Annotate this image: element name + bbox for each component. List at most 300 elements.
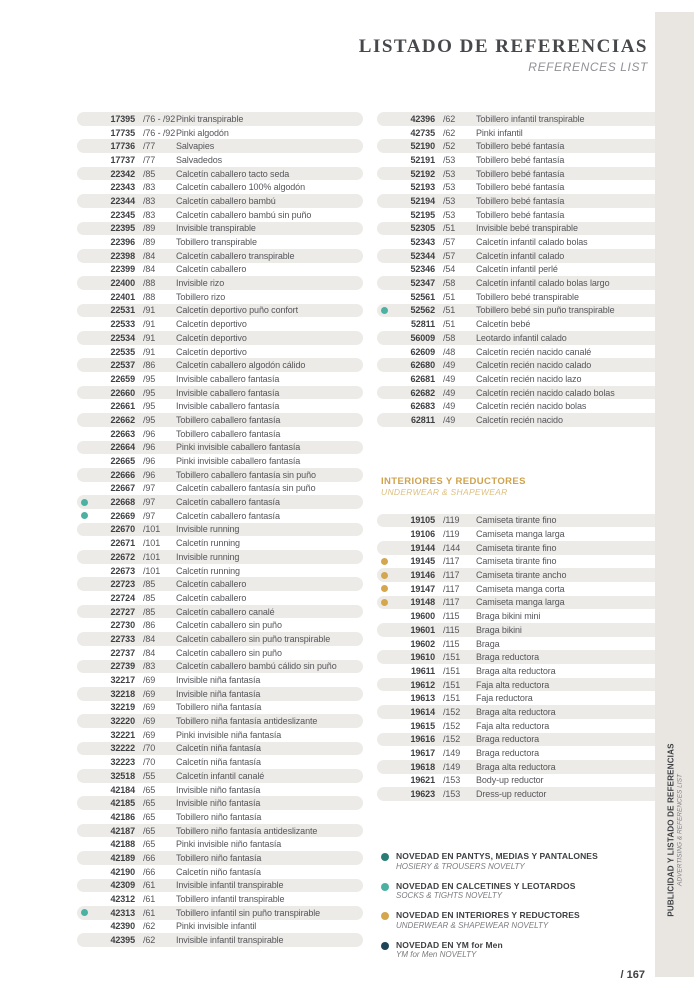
reference-row [77, 399, 363, 413]
reference-description: Braga [476, 638, 500, 649]
reference-number: 22537 [110, 360, 135, 371]
reference-size: /69 [143, 729, 156, 740]
reference-description: Calcetín recién nacido bolas [476, 401, 587, 412]
reference-number: 52305 [410, 223, 435, 234]
reference-size: /151 [443, 693, 461, 704]
reference-size: /151 [443, 665, 461, 676]
reference-row [77, 495, 363, 509]
reference-number: 22673 [110, 565, 135, 576]
reference-size: /88 [143, 278, 156, 289]
reference-number: 17735 [110, 127, 135, 138]
reference-description: Pinki invisible niño fantasía [176, 839, 282, 850]
reference-number: 19146 [410, 570, 435, 581]
reference-description: Calcetín running [176, 565, 240, 576]
reference-size: /152 [443, 720, 461, 731]
legend-label: NOVEDAD EN INTERIORES Y REDUCTORES [396, 910, 580, 921]
reference-row [77, 660, 363, 674]
side-strip [655, 12, 694, 977]
reference-number: 52561 [410, 291, 435, 302]
reference-size: /49 [443, 360, 456, 371]
reference-row [77, 796, 363, 810]
reference-row [77, 536, 363, 550]
reference-size: /88 [143, 291, 156, 302]
novelty-dot [81, 909, 88, 916]
reference-size: /51 [443, 305, 456, 316]
reference-size: /115 [443, 611, 460, 622]
reference-size: /153 [443, 775, 461, 786]
reference-size: /85 [143, 168, 156, 179]
reference-row [77, 865, 363, 879]
reference-number: 42395 [110, 935, 135, 946]
reference-number: 22739 [110, 661, 135, 672]
reference-number: 19617 [410, 748, 435, 759]
legend-item [381, 910, 663, 931]
reference-size: /49 [443, 373, 456, 384]
reference-description: Braga reductora [476, 734, 540, 745]
reference-size: /85 [143, 606, 156, 617]
reference-description: Invisible caballero fantasía [176, 373, 280, 384]
reference-row [77, 851, 363, 865]
reference-number: 22664 [110, 442, 135, 453]
reference-description: Calcetín deportivo [176, 332, 247, 343]
novelty-dot [81, 499, 88, 506]
reference-row [77, 824, 363, 838]
reference-row [77, 358, 363, 372]
legend-sublabel: SOCKS & TIGHTS NOVELTY [396, 891, 503, 901]
reference-description: Calcetín caballero 100% algodón [176, 182, 305, 193]
reference-size: /95 [143, 387, 156, 398]
reference-number: 22672 [110, 551, 135, 562]
reference-number: 22737 [110, 647, 135, 658]
reference-number: 42190 [110, 866, 135, 877]
shapewear-subheading: UNDERWEAR & SHAPEWEAR [381, 486, 508, 497]
reference-number: 62681 [410, 373, 435, 384]
reference-size: /83 [143, 182, 156, 193]
reference-size: /51 [443, 319, 456, 330]
reference-row [77, 441, 363, 455]
novelty-dot [381, 572, 388, 579]
reference-number: 22400 [110, 278, 135, 289]
reference-description: Camiseta manga larga [476, 597, 565, 608]
reference-row [77, 304, 363, 318]
reference-size: /115 [443, 638, 460, 649]
reference-description: Calcetín caballero bambú cálido sin puño [176, 661, 337, 672]
reference-number: 22344 [110, 195, 135, 206]
reference-row [377, 664, 663, 678]
reference-row [377, 582, 663, 596]
reference-row [77, 468, 363, 482]
reference-number: 22345 [110, 209, 135, 220]
reference-size: /117 [443, 583, 460, 594]
reference-row [377, 317, 663, 331]
shapewear-heading: INTERIORES Y REDUCTORES [381, 475, 526, 487]
reference-description: Camiseta tirante ancho [476, 570, 567, 581]
reference-description: Calcetín caballero [176, 264, 247, 275]
reference-number: 22343 [110, 182, 135, 193]
reference-description: Braga reductora [476, 652, 540, 663]
reference-number: 22668 [110, 497, 135, 508]
reference-description: Tobillero caballero fantasía [176, 414, 281, 425]
reference-size: /55 [143, 770, 156, 781]
reference-size: /57 [443, 237, 456, 248]
reference-row [377, 167, 663, 181]
reference-row [77, 783, 363, 797]
reference-description: Invisible infantil transpirable [176, 880, 284, 891]
reference-description: Invisible caballero fantasía [176, 401, 280, 412]
reference-row [77, 139, 363, 153]
reference-description: Invisible caballero fantasía [176, 387, 280, 398]
reference-number: 22666 [110, 469, 135, 480]
reference-row [77, 618, 363, 632]
reference-row [377, 249, 663, 263]
reference-description: Salvapies [176, 141, 215, 152]
reference-description: Tobillero niña fantasía [176, 702, 262, 713]
reference-description: Salvadedos [176, 154, 223, 165]
reference-row [77, 331, 363, 345]
reference-size: /69 [143, 716, 156, 727]
reference-size: /151 [443, 679, 461, 690]
reference-number: 32217 [110, 675, 135, 686]
reference-row [377, 194, 663, 208]
reference-row [77, 482, 363, 496]
reference-description: Tobillero bebé fantasía [476, 195, 565, 206]
reference-description: Invisible running [176, 524, 240, 535]
reference-number: 52811 [410, 319, 435, 330]
reference-size: /149 [443, 761, 461, 772]
reference-size: /101 [143, 565, 161, 576]
reference-description: Calcetín recién nacido calado bolas [476, 387, 615, 398]
reference-row [377, 774, 663, 788]
reference-size: /101 [143, 551, 161, 562]
reference-description: Tobillero niño fantasía antideslizante [176, 825, 318, 836]
reference-number: 22659 [110, 373, 135, 384]
reference-description: Calcetín running [176, 538, 240, 549]
reference-description: Tobillero infantil transpirable [476, 113, 585, 124]
novelty-dot [381, 599, 388, 606]
reference-row [77, 126, 363, 140]
reference-size: /53 [443, 209, 456, 220]
reference-description: Invisible niña fantasía [176, 675, 261, 686]
reference-number: 19616 [410, 734, 435, 745]
reference-row [77, 879, 363, 893]
reference-description: Invisible niño fantasía [176, 798, 261, 809]
reference-description: Camiseta manga corta [476, 583, 565, 594]
reference-size: /57 [443, 250, 456, 261]
reference-number: 62811 [410, 414, 435, 425]
reference-number: 42185 [110, 798, 135, 809]
reference-row [77, 509, 363, 523]
reference-row [377, 413, 663, 427]
reference-size: /86 [143, 620, 156, 631]
reference-number: 22727 [110, 606, 135, 617]
reference-number: 52346 [410, 264, 435, 275]
reference-description: Calcetín caballero tacto seda [176, 168, 290, 179]
reference-row [377, 733, 663, 747]
reference-description: Camiseta tirante fino [476, 515, 557, 526]
reference-size: /97 [143, 483, 156, 494]
reference-number: 19612 [410, 679, 435, 690]
reference-row [377, 112, 663, 126]
reference-row [77, 933, 363, 947]
reference-number: 62682 [410, 387, 435, 398]
reference-size: /84 [143, 264, 156, 275]
reference-description: Calcetín infantil perlé [476, 264, 558, 275]
legend-sublabel: UNDERWEAR & SHAPEWEAR NOVELTY [396, 920, 549, 930]
reference-size: /54 [443, 264, 456, 275]
legend-dot [381, 912, 389, 920]
reference-number: 52192 [410, 168, 435, 179]
reference-size: /69 [143, 688, 156, 699]
reference-row [377, 331, 663, 345]
reference-row [77, 454, 363, 468]
reference-row [377, 386, 663, 400]
reference-row [377, 637, 663, 651]
reference-size: /76 - /92 [143, 113, 176, 124]
reference-description: Calcetín infantil canalé [176, 770, 265, 781]
reference-row [77, 920, 363, 934]
references-column-right [377, 112, 663, 981]
reference-size: /91 [143, 332, 156, 343]
reference-number: 32223 [110, 757, 135, 768]
reference-number: 62683 [410, 401, 435, 412]
sidebar-subtitle: ADVERTISING & REFERENCES LIST [675, 774, 683, 886]
reference-size: /52 [443, 141, 456, 152]
reference-description: Braga alta reductora [476, 761, 556, 772]
reference-row [377, 678, 663, 692]
reference-description: Tobillero bebé fantasía [476, 168, 565, 179]
reference-row [77, 714, 363, 728]
reference-description: Pinki invisible infantil [176, 921, 257, 932]
reference-size: /119 [443, 515, 460, 526]
reference-size: /144 [443, 542, 461, 553]
reference-description: Calcetín infantil calado [476, 250, 565, 261]
reference-row [377, 139, 663, 153]
reference-row [77, 276, 363, 290]
reference-size: /101 [143, 524, 161, 535]
reference-number: 22342 [110, 168, 135, 179]
reference-number: 19600 [410, 611, 435, 622]
reference-number: 52193 [410, 182, 435, 193]
reference-row [77, 673, 363, 687]
reference-size: /53 [443, 168, 456, 179]
reference-number: 52191 [410, 154, 435, 165]
reference-number: 42189 [110, 852, 135, 863]
reference-row [77, 290, 363, 304]
reference-row [77, 564, 363, 578]
reference-description: Pinki invisible caballero fantasía [176, 456, 301, 467]
reference-description: Tobillero bebé fantasía [476, 209, 565, 220]
reference-row [377, 263, 663, 277]
reference-size: /117 [443, 556, 460, 567]
reference-size: /97 [143, 497, 156, 508]
reference-number: 42396 [410, 113, 435, 124]
reference-size: /89 [143, 237, 156, 248]
reference-row [377, 760, 663, 774]
reference-row [377, 705, 663, 719]
reference-row [377, 180, 663, 194]
reference-row [377, 358, 663, 372]
legend-label: NOVEDAD EN CALCETINES Y LEOTARDOS [396, 880, 576, 891]
reference-description: Faja reductora [476, 693, 533, 704]
reference-row [377, 372, 663, 386]
legend-item [381, 881, 663, 902]
sidebar-title: PUBLICIDAD Y LISTADO DE REFERENCIAS [665, 743, 675, 917]
reference-row [77, 837, 363, 851]
reference-number: 17395 [110, 113, 135, 124]
reference-description: Calcetín caballero sin puño [176, 620, 282, 631]
reference-description: Camiseta manga larga [476, 529, 565, 540]
reference-size: /96 [143, 428, 156, 439]
reference-row [377, 623, 663, 637]
reference-description: Braga bikini [476, 624, 522, 635]
reference-number: 22670 [110, 524, 135, 535]
reference-row [377, 235, 663, 249]
reference-row [77, 427, 363, 441]
reference-number: 19618 [410, 761, 435, 772]
reference-row [77, 769, 363, 783]
reference-row [77, 167, 363, 181]
reference-description: Calcetín caballero fantasía [176, 510, 280, 521]
reference-number: 22531 [110, 305, 135, 316]
reference-number: 32222 [110, 743, 135, 754]
novelty-dot [81, 512, 88, 519]
reference-description: Invisible infantil transpirable [176, 935, 284, 946]
legend-dot [381, 853, 389, 861]
shapewear-list [377, 514, 663, 801]
reference-size: /65 [143, 811, 156, 822]
reference-description: Faja alta reductora [476, 720, 550, 731]
sidebar-label [666, 743, 683, 916]
reference-number: 42184 [110, 784, 135, 795]
reference-size: /84 [143, 250, 156, 261]
reference-description: Calcetín recién nacido calado [476, 360, 592, 371]
page-number: / 167 [620, 969, 645, 982]
reference-number: 32219 [110, 702, 135, 713]
reference-size: /53 [443, 154, 456, 165]
reference-number: 19613 [410, 693, 435, 704]
reference-description: Tobillero infantil sin puño transpirable [176, 907, 321, 918]
legend-label: NOVEDAD EN PANTYS, MEDIAS Y PANTALONES [396, 850, 598, 861]
reference-size: /62 [143, 935, 156, 946]
reference-description: Calcetín niña fantasía [176, 757, 261, 768]
legend-dot [381, 883, 389, 891]
reference-row [377, 609, 663, 623]
reference-number: 19615 [410, 720, 435, 731]
reference-size: /69 [143, 702, 156, 713]
reference-number: 19145 [410, 556, 435, 567]
reference-description: Calcetín infantil calado bolas largo [476, 278, 610, 289]
reference-row [377, 555, 663, 569]
novelty-dot [381, 307, 388, 314]
reference-row [77, 810, 363, 824]
reference-row [77, 386, 363, 400]
reference-row [77, 345, 363, 359]
reference-row [77, 153, 363, 167]
reference-row [77, 755, 363, 769]
reference-number: 22665 [110, 456, 135, 467]
reference-number: 22663 [110, 428, 135, 439]
reference-size: /48 [443, 346, 456, 357]
reference-number: 52344 [410, 250, 435, 261]
reference-row [377, 787, 663, 801]
reference-description: Calcetín caballero algodón cálido [176, 360, 306, 371]
reference-description: Braga reductora [476, 748, 540, 759]
reference-description: Calcetín caballero fantasía sin puño [176, 483, 316, 494]
reference-row [377, 222, 663, 236]
reference-row [77, 892, 363, 906]
reference-size: /97 [143, 510, 156, 521]
reference-number: 22396 [110, 237, 135, 248]
reference-row [377, 126, 663, 140]
reference-description: Pinki transpirable [176, 113, 244, 124]
reference-description: Tobillero niño fantasía [176, 852, 262, 863]
reference-size: /91 [143, 319, 156, 330]
reference-size: /153 [443, 789, 461, 800]
reference-size: /96 [143, 442, 156, 453]
reference-number: 22733 [110, 633, 135, 644]
reference-description: Camiseta tirante fino [476, 542, 557, 553]
reference-row [377, 153, 663, 167]
reference-size: /53 [443, 195, 456, 206]
reference-size: /53 [443, 182, 456, 193]
reference-row [77, 742, 363, 756]
reference-number: 52195 [410, 209, 435, 220]
reference-description: Pinki infantil [476, 127, 523, 138]
reference-row [77, 605, 363, 619]
reference-row [377, 290, 663, 304]
reference-number: 19602 [410, 638, 435, 649]
reference-description: Invisible bebé transpirable [476, 223, 578, 234]
reference-size: /76 - /92 [143, 127, 176, 138]
reference-row [377, 541, 663, 555]
reference-number: 19105 [410, 515, 435, 526]
reference-size: /89 [143, 223, 156, 234]
reference-row [377, 746, 663, 760]
reference-description: Tobillero bebé transpirable [476, 291, 579, 302]
reference-number: 19610 [410, 652, 435, 663]
reference-size: /152 [443, 706, 461, 717]
reference-number: 19148 [410, 597, 435, 608]
reference-size: /61 [143, 880, 156, 891]
reference-number: 42186 [110, 811, 135, 822]
reference-size: /77 [143, 154, 156, 165]
reference-description: Calcetín bebé [476, 319, 531, 330]
reference-description: Tobillero bebé sin puño transpirable [476, 305, 615, 316]
reference-description: Calcetín recién nacido [476, 414, 563, 425]
reference-number: 42313 [110, 907, 135, 918]
reference-description: Tobillero niña fantasía antideslizante [176, 716, 318, 727]
reference-description: Invisible niño fantasía [176, 784, 261, 795]
reference-number: 22660 [110, 387, 135, 398]
reference-row [77, 906, 363, 920]
reference-description: Calcetín niña fantasía [176, 743, 261, 754]
novelty-dot [381, 585, 388, 592]
reference-description: Tobillero transpirable [176, 237, 257, 248]
reference-row [77, 180, 363, 194]
novelty-dot [381, 558, 388, 565]
reference-size: /49 [443, 414, 456, 425]
reference-row [77, 550, 363, 564]
reference-size: /62 [443, 127, 456, 138]
reference-number: 17736 [110, 141, 135, 152]
reference-row [77, 222, 363, 236]
reference-description: Braga bikini mini [476, 611, 541, 622]
reference-number: 42188 [110, 839, 135, 850]
reference-description: Calcetín niño fantasía [176, 866, 261, 877]
reference-size: /83 [143, 195, 156, 206]
reference-number: 52190 [410, 141, 435, 152]
reference-row [77, 112, 363, 126]
